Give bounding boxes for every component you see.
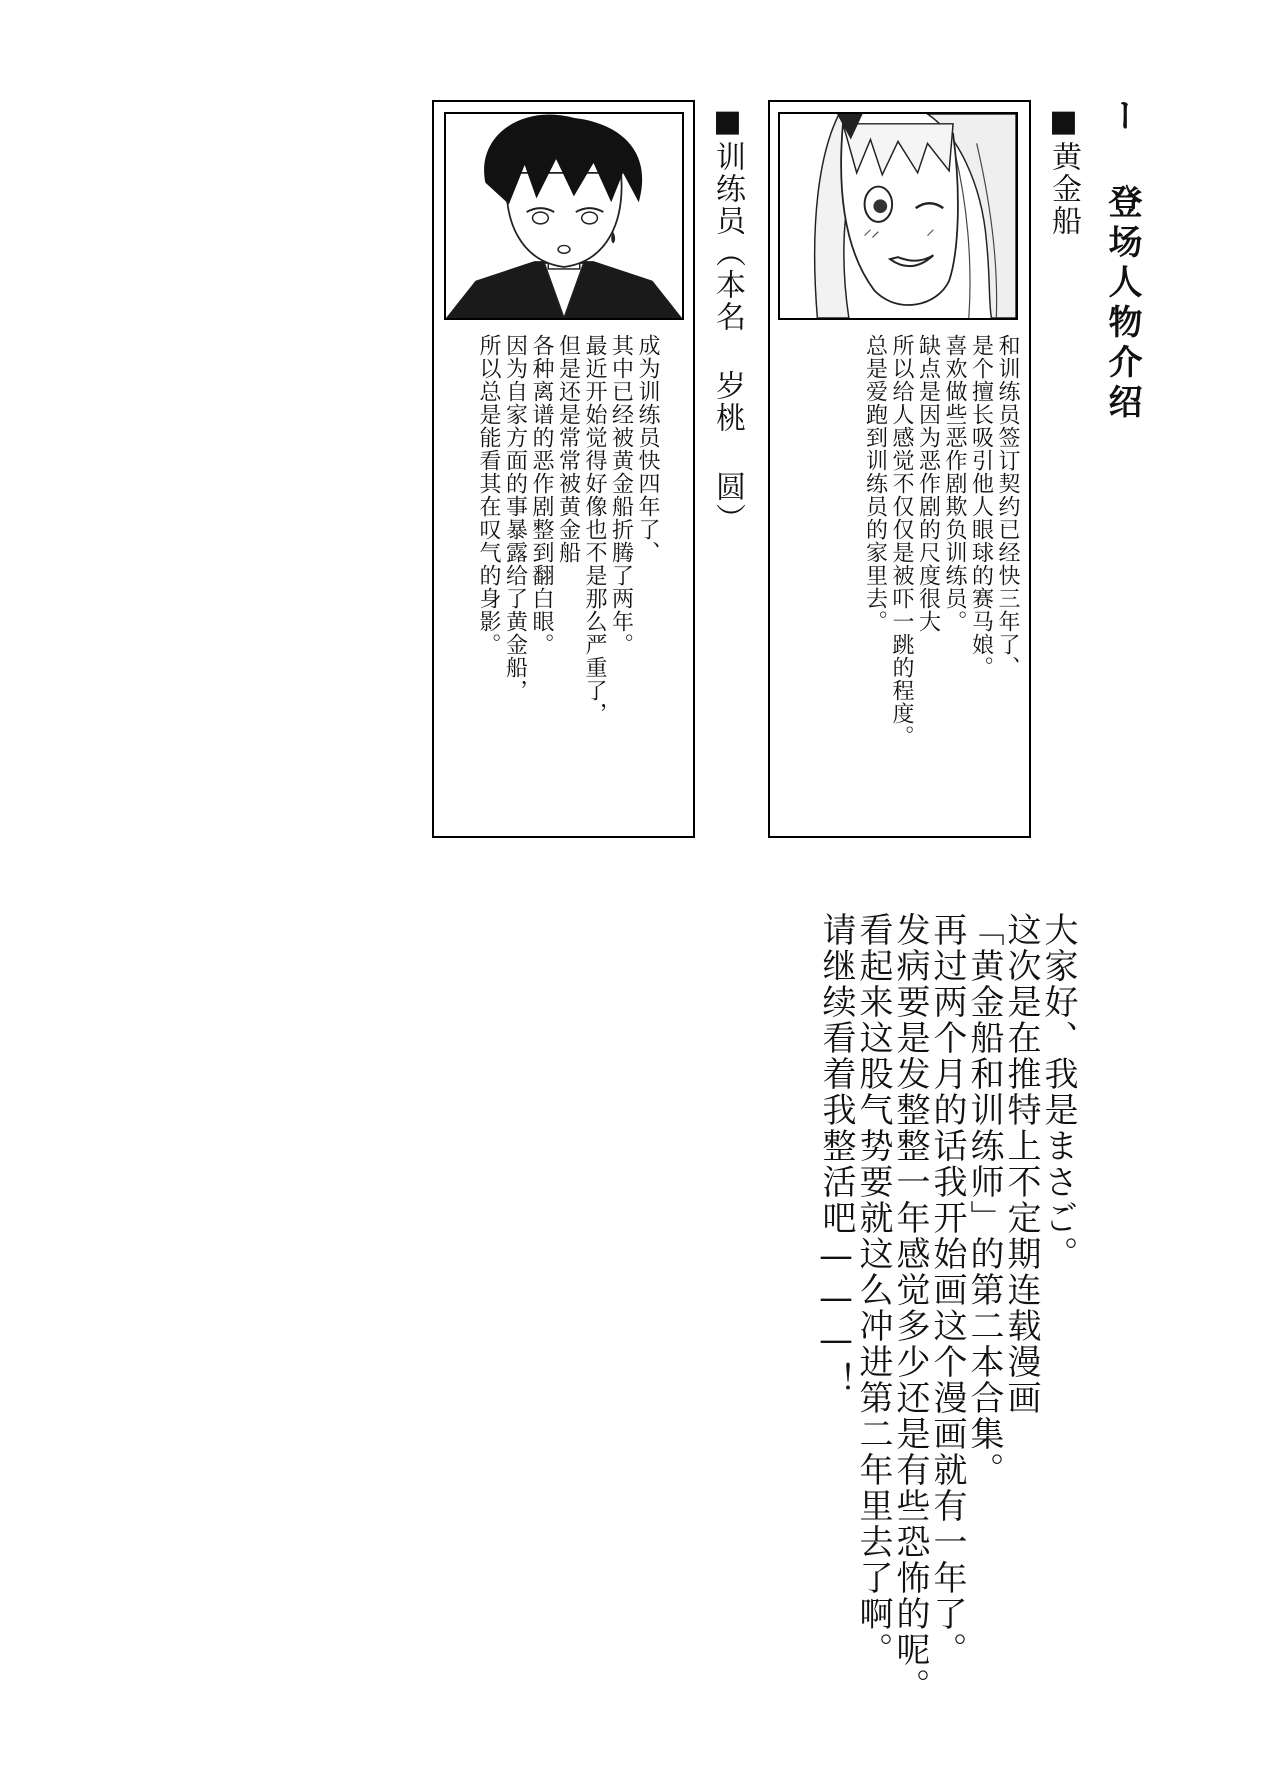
square-marker-icon: ■: [1046, 104, 1081, 141]
description-line: 其中已经被黄金船折腾了两年。: [608, 334, 634, 656]
greeting-line: 再过两个月的话我开始画这个漫画就有一年了。: [927, 912, 967, 1668]
greeting-line: 看起来这股气势要就这么冲进第二年里去了啊。: [853, 912, 893, 1668]
trainer-portrait: [444, 112, 684, 320]
description-line: 缺点是因为恶作剧的尺度很大: [915, 334, 941, 633]
description-line: 总是爱跑到训练员的家里去。: [862, 334, 888, 633]
square-marker-icon: ■: [710, 104, 745, 141]
description-line: 最近开始觉得好像也不是那么严重了，: [582, 334, 607, 725]
description-line: 所以给人感觉不仅仅是被吓一跳的程度。: [889, 334, 914, 748]
greeting-line: 这次是在推特上不定期连载漫画: [1001, 912, 1041, 1416]
greeting-line: 大家好、我是まさご。: [1038, 912, 1078, 1272]
author-greeting: [817, 912, 1076, 1772]
character-name-trainer: [710, 104, 745, 535]
greeting-line: 请继续看着我整活吧———！: [816, 912, 856, 1398]
description-line: 因为自家方面的事暴露给了黄金船，: [502, 334, 528, 702]
gold-ship-description: [790, 334, 1020, 824]
character-name-label: 训练员（本名 岁桃 圆）: [710, 141, 745, 535]
character-name-label: 黄金船: [1046, 141, 1081, 237]
trainer-description: [452, 334, 660, 824]
description-line: 喜欢做些恶作剧欺负训练员。: [942, 334, 967, 633]
character-name-gold-ship: [1046, 104, 1081, 237]
greeting-line: 发病要是发整整一年感觉多少还是有些恐怖的呢。: [890, 912, 930, 1704]
description-line: 但是还是常常被黄金船: [555, 334, 581, 564]
description-line: 各种离谱的恶作剧整到翻白眼。: [529, 334, 554, 656]
page-title: ー 登场人物介绍: [1102, 98, 1142, 424]
description-line: 和训练员签订契约已经快三年了、: [995, 334, 1020, 679]
description-line: 所以总是能看其在叹气的身影。: [476, 334, 501, 656]
greeting-line: 「黄金船和训练师」的第二本合集。: [964, 912, 1004, 1488]
gold-ship-portrait: [778, 112, 1018, 320]
description-line: 是个擅长吸引他人眼球的赛马娘。: [968, 334, 994, 679]
description-line: 成为训练员快四年了、: [635, 334, 660, 564]
